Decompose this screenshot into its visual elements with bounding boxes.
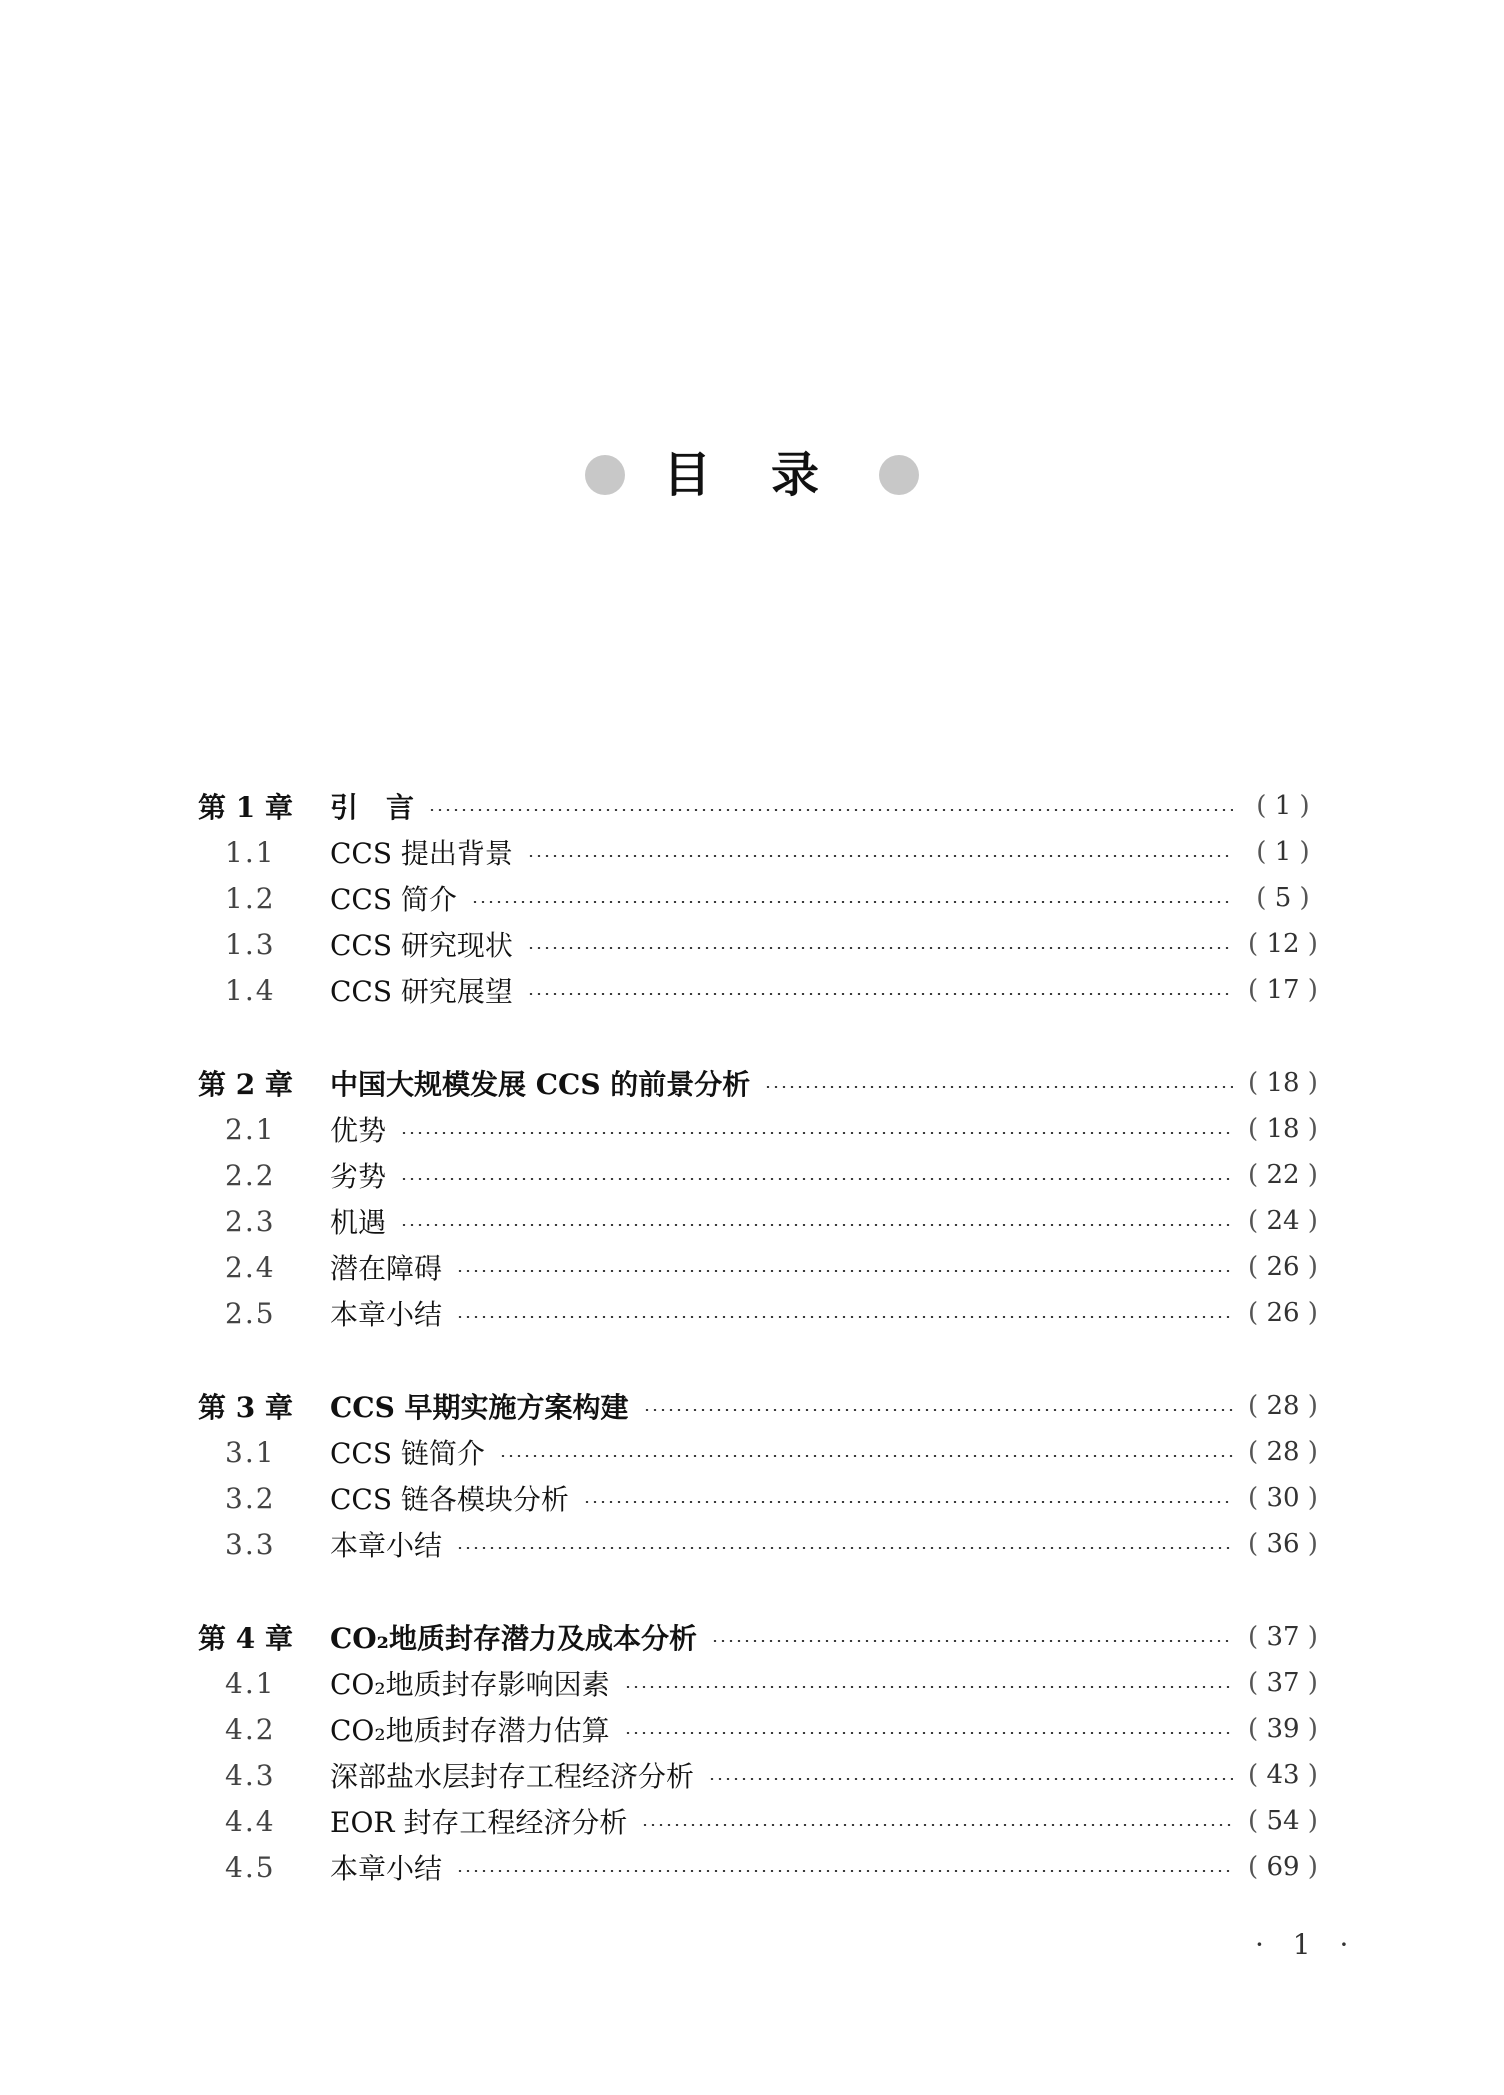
section-entry[interactable] — [198, 1290, 1323, 1336]
section-number: 1.2 — [225, 881, 276, 915]
section-number: 4.5 — [225, 1850, 276, 1884]
section-title: CCS 研究现状 — [330, 929, 513, 962]
dot-leader — [400, 1224, 1233, 1226]
section-title: CCS 提出背景 — [330, 837, 513, 870]
section-page-number: 69 — [1266, 1852, 1300, 1882]
section-title: 本章小结 — [330, 1529, 443, 1562]
section-page-ref: ( 30 ) — [1248, 1483, 1318, 1513]
dot-leader — [641, 1824, 1233, 1826]
dot-leader — [764, 1086, 1233, 1088]
section-number: 4.1 — [225, 1666, 276, 1700]
dot-leader — [456, 1270, 1233, 1272]
section-page-number: 39 — [1266, 1714, 1300, 1744]
section-number: 4.3 — [225, 1758, 276, 1792]
section-title: CCS 简介 — [330, 883, 457, 916]
chapter-page-number: 1 — [1274, 791, 1292, 821]
dot-leader — [428, 809, 1233, 811]
section-title: EOR 封存工程经济分析 — [330, 1806, 628, 1839]
section-page-ref: ( 26 ) — [1248, 1252, 1318, 1282]
section-number: 2.2 — [225, 1158, 276, 1192]
section-title: CCS 研究展望 — [330, 975, 513, 1008]
chapter-title: CO₂地质封存潜力及成本分析 — [330, 1622, 697, 1655]
section-page-number: 28 — [1266, 1437, 1300, 1467]
section-entry[interactable] — [198, 1152, 1323, 1198]
section-title: 本章小结 — [330, 1852, 443, 1885]
section-page-number: 30 — [1266, 1483, 1300, 1513]
section-number: 1.3 — [225, 927, 276, 961]
chapter-number: 第 4 章 — [198, 1622, 293, 1655]
section-page-number: 43 — [1266, 1760, 1300, 1790]
section-number: 1.4 — [225, 973, 276, 1007]
chapter-page-ref: ( 1 ) — [1256, 791, 1310, 821]
section-entry[interactable] — [198, 1106, 1323, 1152]
section-page-ref: ( 5 ) — [1256, 883, 1310, 913]
section-entry[interactable] — [198, 1844, 1323, 1890]
chapter-page-number: 18 — [1266, 1068, 1300, 1098]
section-entry[interactable] — [198, 1244, 1323, 1290]
dot-leader — [400, 1132, 1233, 1134]
section-number: 2.5 — [225, 1296, 276, 1330]
section-page-number: 36 — [1266, 1529, 1300, 1559]
section-page-ref: ( 28 ) — [1248, 1437, 1318, 1467]
section-title: CO₂地质封存影响因素 — [330, 1668, 610, 1701]
section-page-ref: ( 12 ) — [1248, 929, 1318, 959]
table-of-contents — [198, 783, 1323, 1937]
section-number: 2.4 — [225, 1250, 276, 1284]
section-page-number: 26 — [1266, 1298, 1300, 1328]
chapter-block — [198, 1060, 1323, 1336]
section-page-ref: ( 36 ) — [1248, 1529, 1318, 1559]
section-page-number: 22 — [1266, 1160, 1300, 1190]
chapter-page-ref: ( 28 ) — [1248, 1391, 1318, 1421]
chapter-entry[interactable] — [198, 1060, 1323, 1106]
section-page-number: 37 — [1266, 1668, 1300, 1698]
chapter-number: 第 2 章 — [198, 1068, 293, 1101]
dot-leader — [583, 1501, 1233, 1503]
section-number: 1.1 — [225, 835, 276, 869]
section-page-ref: ( 18 ) — [1248, 1114, 1318, 1144]
section-page-ref: ( 1 ) — [1256, 837, 1310, 867]
chapter-title: CCS 早期实施方案构建 — [330, 1391, 629, 1424]
dot-leader — [499, 1455, 1233, 1457]
section-page-ref: ( 22 ) — [1248, 1160, 1318, 1190]
decorative-dot-right-icon — [879, 455, 919, 495]
section-page-number: 18 — [1266, 1114, 1300, 1144]
section-title: 劣势 — [330, 1160, 387, 1193]
page-title-text: 目录 — [662, 447, 880, 503]
chapter-page-ref: ( 37 ) — [1248, 1622, 1318, 1652]
section-number: 4.2 — [225, 1712, 276, 1746]
section-number: 3.3 — [225, 1527, 276, 1561]
dot-leader — [471, 901, 1233, 903]
section-number: 2.1 — [225, 1112, 276, 1146]
section-title: 优势 — [330, 1114, 387, 1147]
chapter-block — [198, 1614, 1323, 1890]
section-page-number: 5 — [1274, 883, 1292, 913]
section-page-ref: ( 26 ) — [1248, 1298, 1318, 1328]
section-entry[interactable] — [198, 1660, 1323, 1706]
section-entry[interactable] — [198, 1475, 1323, 1521]
dot-leader — [456, 1547, 1233, 1549]
section-page-ref: ( 37 ) — [1248, 1668, 1318, 1698]
section-page-number: 24 — [1266, 1206, 1300, 1236]
chapter-number: 第 3 章 — [198, 1391, 293, 1424]
section-number: 3.1 — [225, 1435, 276, 1469]
section-page-ref: ( 69 ) — [1248, 1852, 1318, 1882]
dot-leader — [456, 1870, 1233, 1872]
section-entry[interactable] — [198, 1521, 1323, 1567]
section-page-number: 1 — [1274, 837, 1292, 867]
section-entry[interactable] — [198, 921, 1323, 967]
section-title: 潜在障碍 — [330, 1252, 443, 1285]
section-page-number: 26 — [1266, 1252, 1300, 1282]
section-title: CCS 链各模块分析 — [330, 1483, 569, 1516]
section-entry[interactable] — [198, 1706, 1323, 1752]
dot-leader — [708, 1778, 1233, 1780]
section-number: 2.3 — [225, 1204, 276, 1238]
section-entry[interactable] — [198, 1798, 1323, 1844]
chapter-title: 引 言 — [330, 791, 415, 824]
chapter-block — [198, 1383, 1323, 1567]
chapter-title: 中国大规模发展 CCS 的前景分析 — [330, 1068, 751, 1101]
section-page-ref: ( 39 ) — [1248, 1714, 1318, 1744]
dot-leader — [527, 855, 1233, 857]
dot-leader — [643, 1409, 1233, 1411]
chapter-page-ref: ( 18 ) — [1248, 1068, 1318, 1098]
page-title — [0, 440, 1504, 510]
section-entry[interactable] — [198, 1198, 1323, 1244]
dot-leader — [456, 1316, 1233, 1318]
section-page-ref: ( 24 ) — [1248, 1206, 1318, 1236]
section-page-number: 54 — [1266, 1806, 1300, 1836]
dot-leader — [527, 947, 1233, 949]
section-page-number: 17 — [1266, 975, 1300, 1005]
dot-leader — [400, 1178, 1233, 1180]
chapter-page-number: 37 — [1266, 1622, 1300, 1652]
section-page-ref: ( 43 ) — [1248, 1760, 1318, 1790]
chapter-entry[interactable] — [198, 783, 1323, 829]
section-page-number: 12 — [1266, 929, 1300, 959]
chapter-number: 第 1 章 — [198, 791, 293, 824]
section-page-ref: ( 54 ) — [1248, 1806, 1318, 1836]
page-number: · 1 · — [1255, 1928, 1359, 1961]
section-entry[interactable] — [198, 829, 1323, 875]
dot-leader — [624, 1732, 1233, 1734]
section-entry[interactable] — [198, 1429, 1323, 1475]
section-title: CO₂地质封存潜力估算 — [330, 1714, 610, 1747]
decorative-dot-left-icon — [585, 455, 625, 495]
section-title: 深部盐水层封存工程经济分析 — [330, 1760, 695, 1793]
chapter-entry[interactable] — [198, 1614, 1323, 1660]
section-title: CCS 链简介 — [330, 1437, 485, 1470]
dot-leader — [624, 1686, 1233, 1688]
section-title: 本章小结 — [330, 1298, 443, 1331]
section-number: 4.4 — [225, 1804, 276, 1838]
dot-leader — [527, 993, 1233, 995]
dot-leader — [711, 1640, 1233, 1642]
section-entry[interactable] — [198, 1752, 1323, 1798]
section-page-ref: ( 17 ) — [1248, 975, 1318, 1005]
chapter-entry[interactable] — [198, 1383, 1323, 1429]
section-number: 3.2 — [225, 1481, 276, 1515]
chapter-page-number: 28 — [1266, 1391, 1300, 1421]
chapter-block — [198, 783, 1323, 1013]
section-entry[interactable] — [198, 875, 1323, 921]
section-title: 机遇 — [330, 1206, 387, 1239]
section-entry[interactable] — [198, 967, 1323, 1013]
